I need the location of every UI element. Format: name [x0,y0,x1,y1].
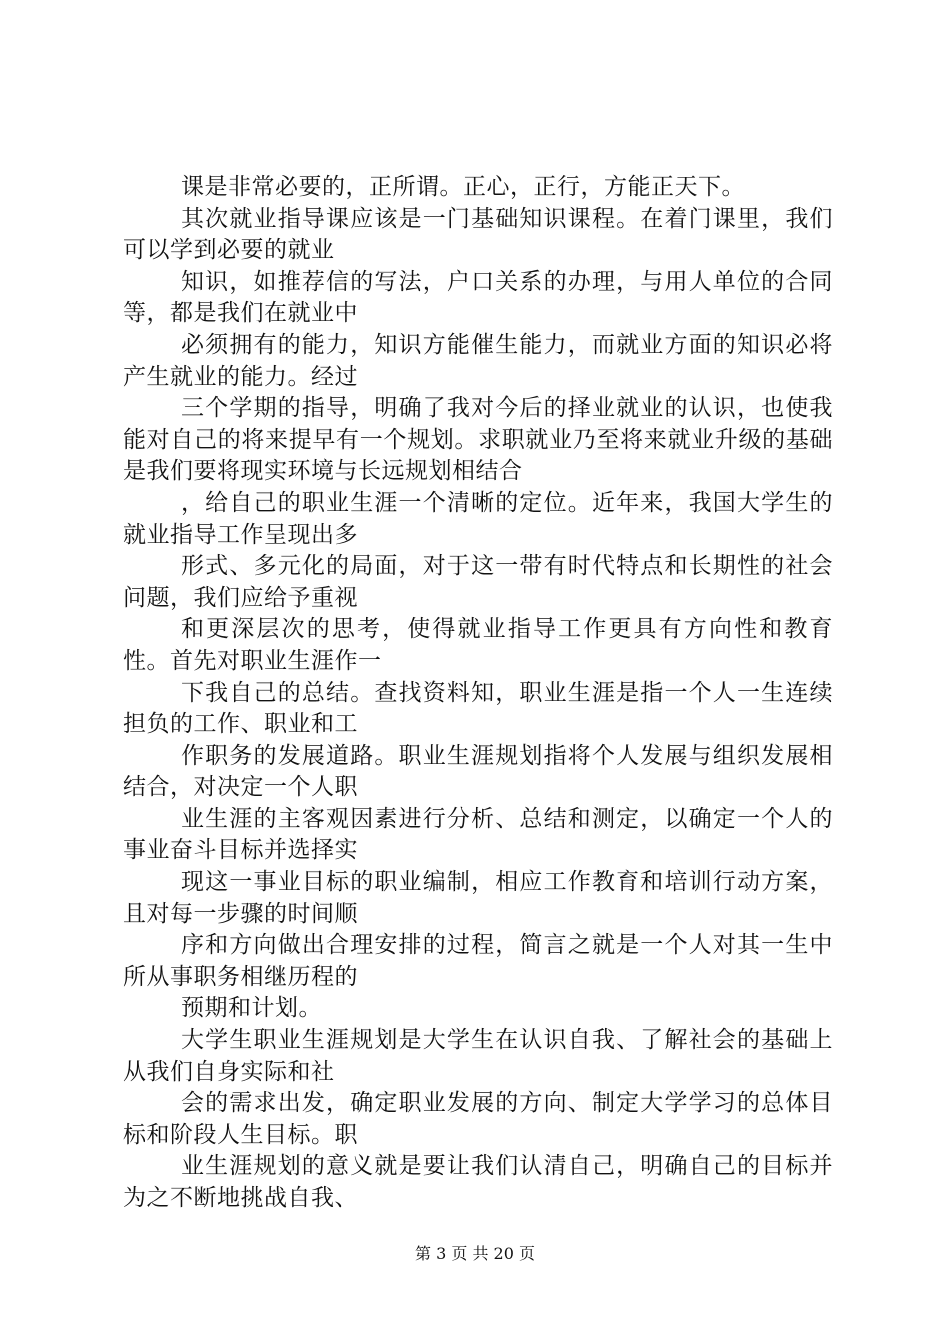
paragraph: 和更深层次的思考，使得就业指导工作更具有方向性和教育性。首先对职业生涯作一 [123,616,833,674]
paragraph: 下我自己的总结。查找资料知，职业生涯是指一个人一生连续担负的工作、职业和工 [123,679,833,738]
paragraph: ，给自己的职业生涯一个清晰的定位。近年来，我国大学生的就业指导工作呈现出多 [123,489,833,548]
paragraph: 会的需求出发，确定职业发展的方向、制定大学学习的总体目标和阶段人生目标。职 [123,1090,833,1148]
paragraph: 业生涯规划的意义就是要让我们认清自己，明确自己的目标并为之不断地挑战自我、 [123,1153,833,1211]
paragraph: 三个学期的指导，明确了我对今后的择业就业的认识，也使我能对自己的将来提早有一个规划。求职就业乃至将来就业升级的基础是我们要将现实环境与长远规划相结合 [123,395,833,485]
paragraph: 课是非常必要的，正所谓。正心，正行，方能正天下。 [181,174,745,200]
paragraph: 其次就业指导课应该是一门基础知识课程。在着门课里，我们可以学到必要的就业 [123,205,833,264]
paragraph: 序和方向做出合理安排的过程，简言之就是一个人对其一生中所从事职务相继历程的 [123,932,833,990]
paragraph: 知识，如推荐信的写法，户口关系的办理，与用人单位的合同等，都是我们在就业中 [123,268,833,327]
paragraph: 必须拥有的能力，知识方能催生能力，而就业方面的知识必将产生就业的能力。经过 [123,331,833,390]
paragraph: 现这一事业目标的职业编制，相应工作教育和培训行动方案，且对每一步骤的时间顺 [123,869,833,927]
paragraph: 预期和计划。 [181,995,322,1022]
paragraph: 形式、多元化的局面，对于这一带有时代特点和长期性的社会问题，我们应给予重视 [123,553,833,611]
paragraph: 业生涯的主客观因素进行分析、总结和测定，以确定一个人的事业奋斗目标并选择实 [123,805,833,864]
body-text [123,172,833,1215]
paragraph: 作职务的发展道路。职业生涯规划指将个人发展与组织发展相结合，对决定一个人职 [123,742,833,801]
page-footer: 第 3 页 共 20 页 [415,1244,535,1263]
paragraph: 大学生职业生涯规划是大学生在认识自我、了解社会的基础上从我们自身实际和社 [123,1027,833,1085]
